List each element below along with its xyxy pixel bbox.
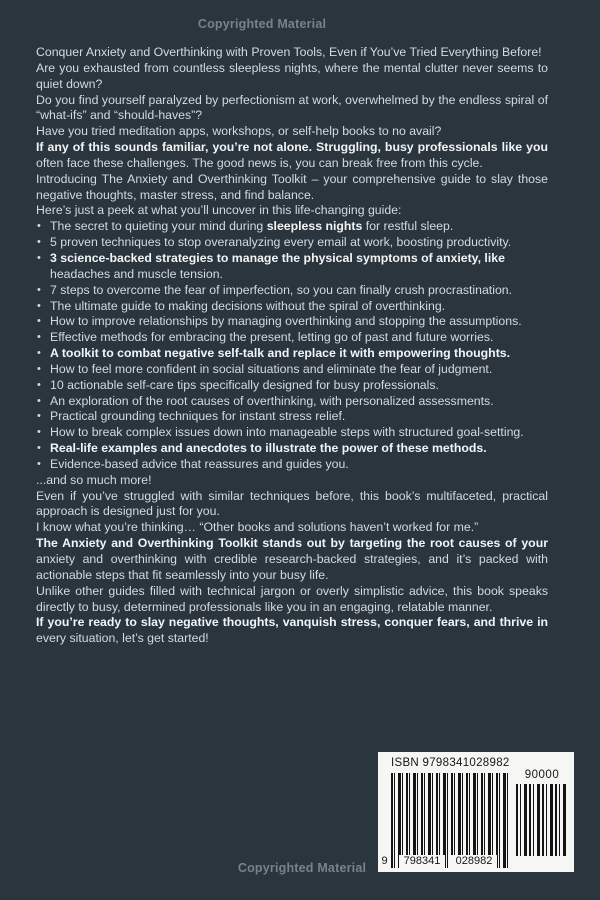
paragraph: Do you find yourself paralyzed by perfectionism at work, overwhelmed by the endless spiral of “what-ifs” and “should-haves”? — [36, 92, 548, 123]
bullet-item: • Practical grounding techniques for instant stress relief. — [36, 409, 548, 425]
paragraph: Introducing The Anxiety and Overthinking Toolkit – your comprehensive guide to slay those negative thoughts, master stress, and find balance. — [36, 171, 548, 202]
paragraph: Have you tried meditation apps, workshops, or self-help books to no avail? — [36, 124, 442, 139]
bullet-item: • 3 science-backed strategies to manage the physical symptoms of anxiety, like headaches and muscle tension. — [36, 251, 548, 283]
paragraph: Are you exhausted from countless sleepless nights, where the mental clutter never seems to quiet down? — [36, 60, 548, 91]
bullet-item: • Evidence-based advice that reassures and guides you. — [36, 457, 548, 473]
bullet-item: • 10 actionable self-care tips specifically designed for busy professionals. — [36, 378, 548, 394]
ean-digit-group-2: 028982 — [451, 855, 497, 868]
supplement-barcode-icon — [516, 784, 568, 856]
bullet-item: • A toolkit to combat negative self-talk and replace it with empowering thoughts. — [36, 346, 548, 362]
bullet-item: • The ultimate guide to making decisions without the spiral of overthinking. — [36, 299, 548, 315]
paragraph: If you’re ready to slay negative thoughts, vanquish stress, conquer fears, and thrive in every situation, let’s get started! — [36, 615, 548, 646]
supplement-code-label: 90000 — [524, 769, 560, 781]
paragraph: Unlike other guides filled with technical jargon or overly simplistic advice, this book speaks directly to busy, determined professionals like you in an engaging, relatable manner. — [36, 583, 548, 614]
bullet-item: • How to feel more confident in social situations and eliminate the fear of judgment. — [36, 362, 548, 378]
isbn-label: ISBN 9798341028982 — [391, 757, 510, 769]
paragraph: If any of this sounds familiar, you’re not alone. Struggling, busy professionals like you often face these challenges. The good news is, you can break free from this cycle. — [36, 140, 548, 170]
bullet-item: • How to break complex issues down into manageable steps with structured goal-setting. — [36, 425, 548, 441]
bullet-item: • 5 proven techniques to stop overanalyzing every email at work, boosting productivity. — [36, 235, 548, 251]
bullet-item: • The secret to quieting your mind during sleepless nights for restful sleep. — [36, 219, 548, 235]
paragraph: The Anxiety and Overthinking Toolkit stands out by targeting the root causes of your anxiety and overthinking with credible research-backed strategies, and it’s packed with actionable steps that fit seamlessly into your busy life. — [36, 536, 548, 582]
paragraph: ...and so much more! — [36, 472, 152, 487]
ean-digit-group-1: 798341 — [399, 855, 445, 868]
paragraph: Conquer Anxiety and Overthinking with Proven Tools, Even if You’ve Tried Everything Before! — [36, 45, 542, 59]
bullet-item: • An exploration of the root causes of overthinking, with personalized assessments. — [36, 394, 548, 410]
ean-barcode-icon — [381, 773, 509, 868]
barcode-panel — [378, 752, 574, 872]
copyright-top-label: Copyrighted Material — [197, 17, 327, 31]
bullet-item: • Real-life examples and anecdotes to illustrate the power of these methods. — [36, 441, 548, 457]
bullet-item: • Effective methods for embracing the present, letting go of past and future worries. — [36, 330, 548, 346]
back-cover-text — [36, 45, 548, 647]
copyright-bottom-label: Copyrighted Material — [237, 861, 367, 875]
bullet-item: • How to improve relationships by managing overthinking and stopping the assumptions. — [36, 314, 548, 330]
paragraph: Here’s just a peek at what you’ll uncover in this life-changing guide: — [36, 203, 402, 218]
paragraph: Even if you’ve struggled with similar techniques before, this book’s multifaceted, practical approach is designed just for you. — [36, 488, 548, 519]
bullet-item: • 7 steps to overcome the fear of imperfection, so you can finally crush procrastination. — [36, 283, 548, 299]
paragraph: I know what you’re thinking… “Other books and solutions haven’t worked for me.” — [36, 520, 479, 535]
ean-digit-lead: 9 — [381, 855, 388, 867]
